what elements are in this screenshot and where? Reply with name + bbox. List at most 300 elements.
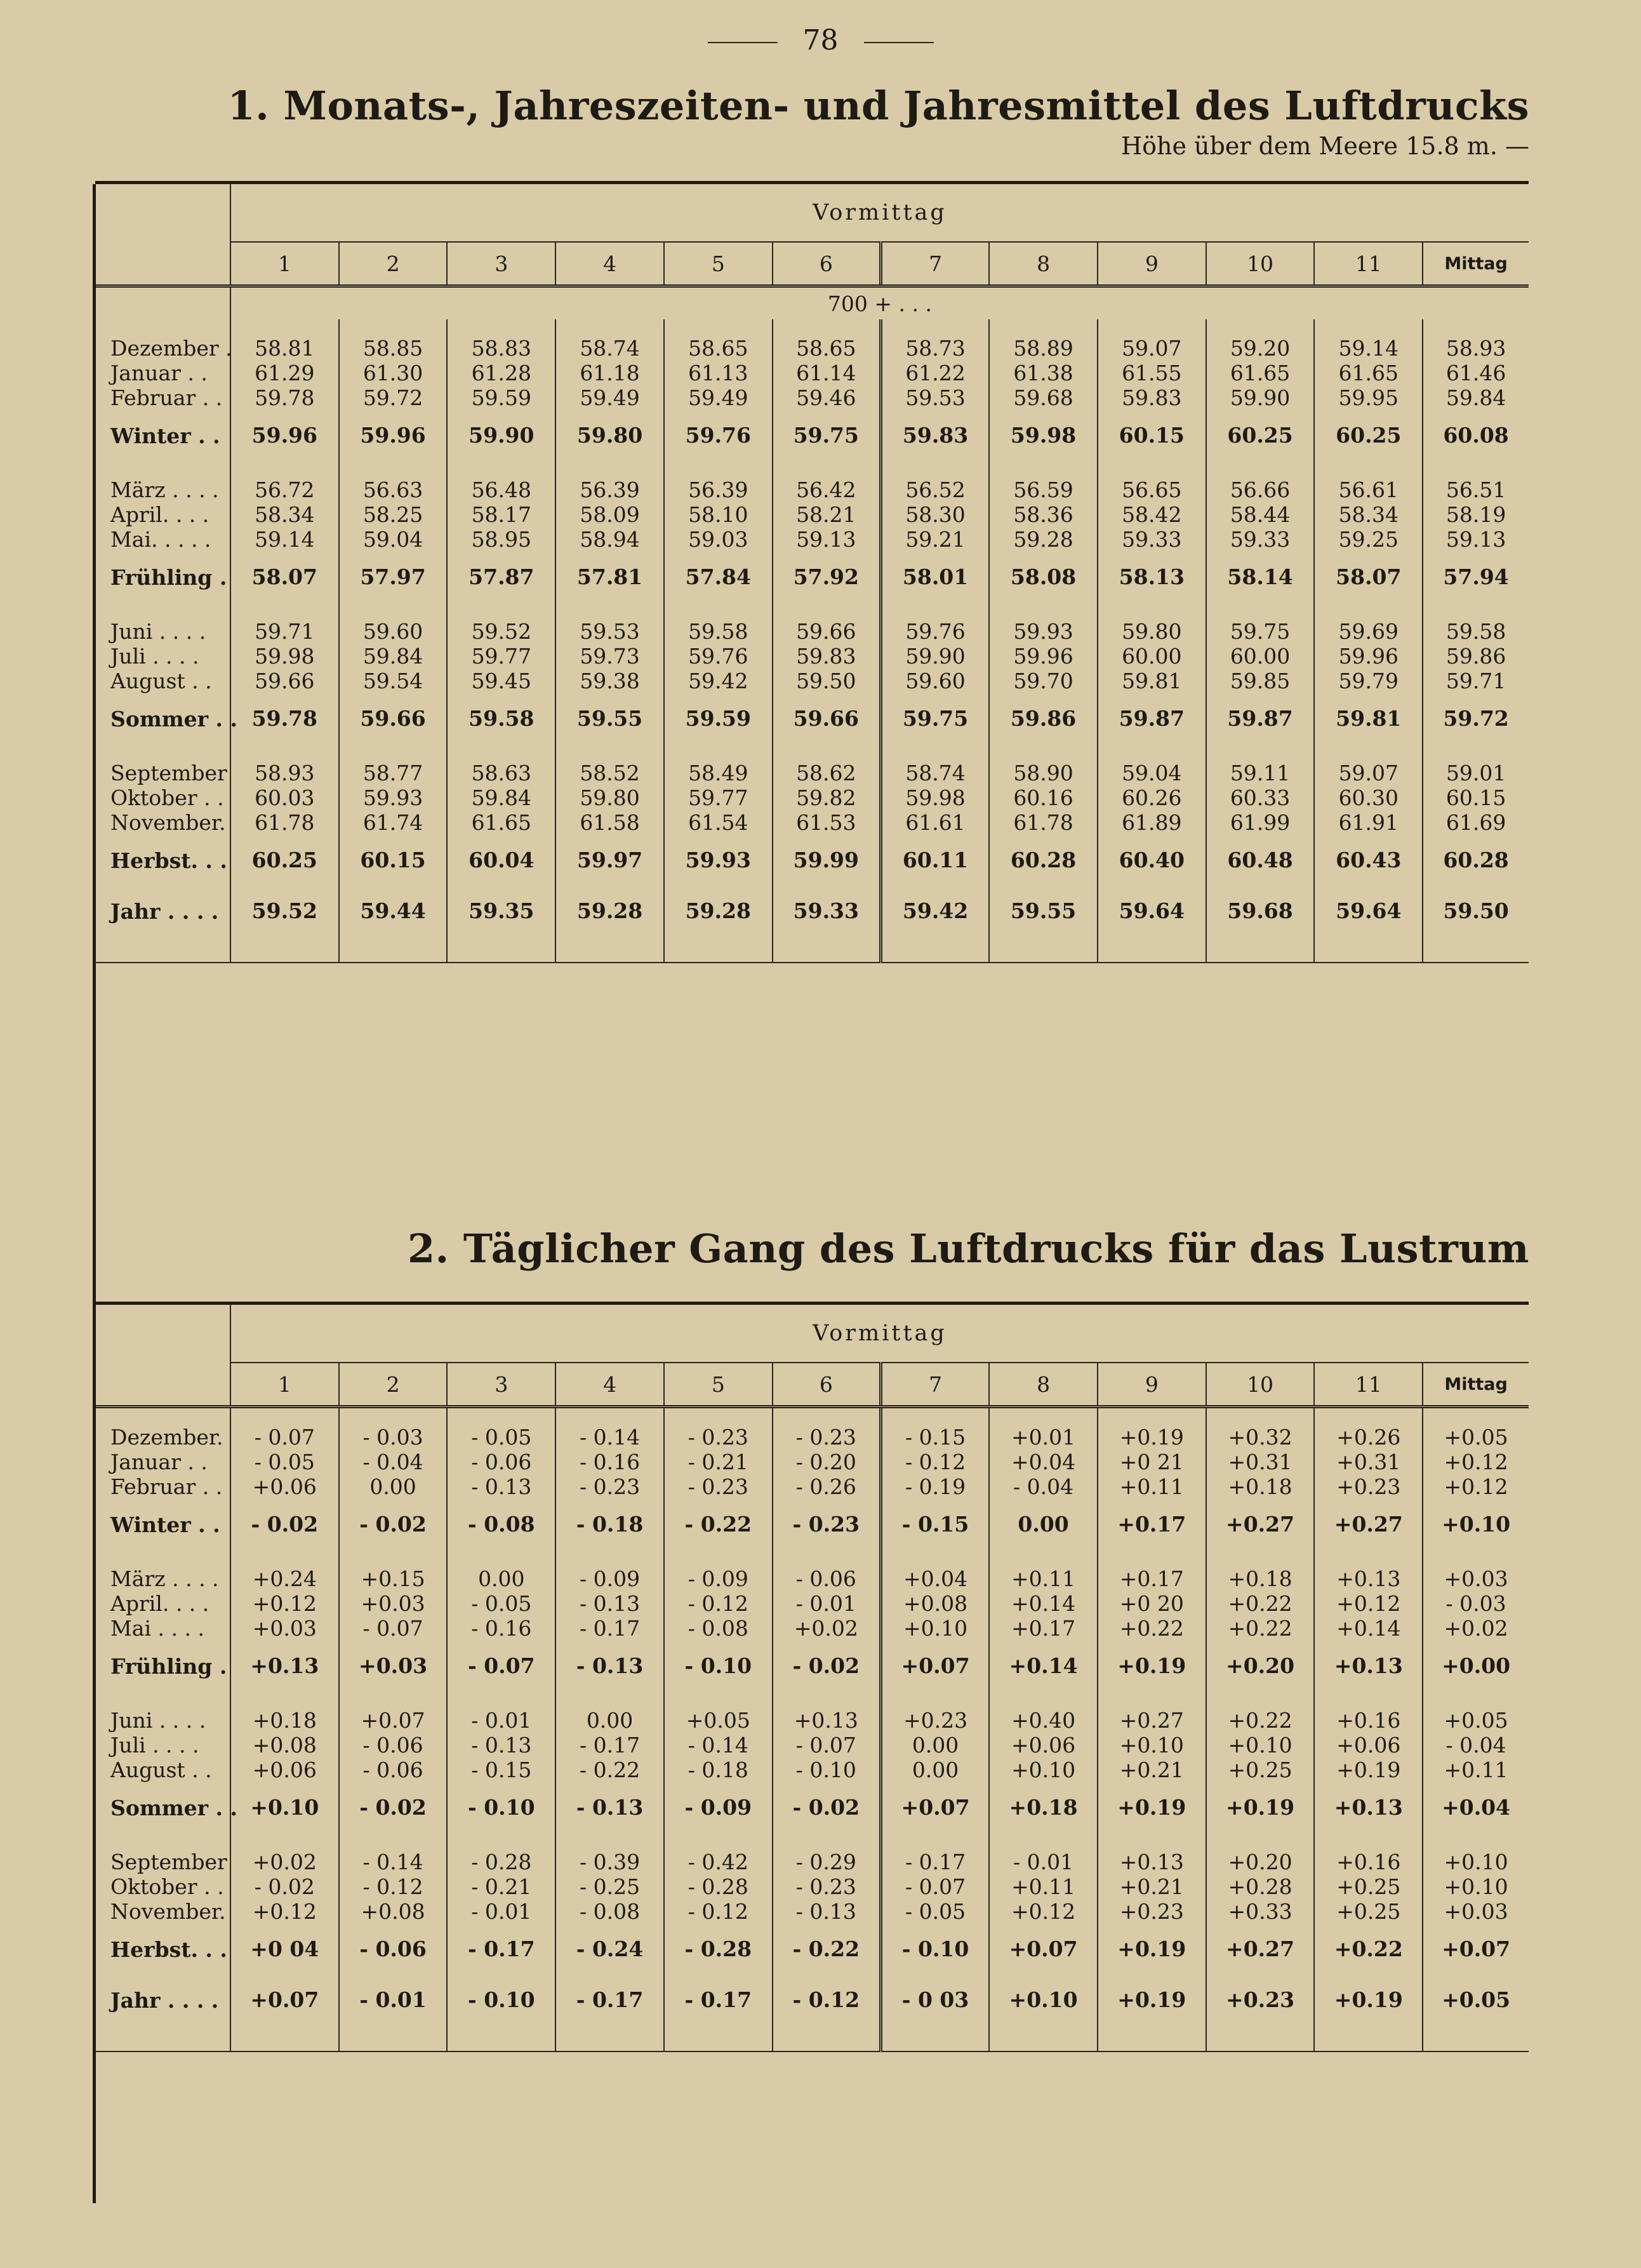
table-cell: 59.75 — [773, 410, 881, 461]
table-row — [95, 1616, 1529, 1641]
table-cell: +0.07 — [339, 1691, 448, 1733]
table-cell: +0.11 — [989, 1874, 1098, 1899]
table-cell: - 0.07 — [880, 1874, 989, 1899]
table-cell: 59.44 — [339, 886, 448, 937]
table-cell: 59.95 — [1314, 385, 1423, 410]
table-cell: 59.93 — [664, 835, 773, 886]
table-cell: 58.14 — [1206, 552, 1315, 603]
table-cell: +0.10 — [1442, 1512, 1511, 1537]
table-cell: +0.13 — [1314, 1641, 1423, 1691]
table-row — [95, 886, 1529, 937]
table-cell: - 0.02 — [773, 1782, 881, 1833]
table-end-spacer — [1423, 937, 1529, 963]
table-cell: 59.50 — [1443, 898, 1509, 923]
table-cell: 56.51 — [1445, 477, 1506, 502]
table-cell: 58.49 — [664, 744, 773, 785]
table-cell: +0.23 — [1314, 1474, 1423, 1499]
column-header: 6 — [773, 1363, 881, 1407]
table-cell: 60.08 — [1443, 423, 1509, 448]
table-cell: 56.48 — [447, 461, 555, 502]
table-cell: +0.22 — [1098, 1616, 1206, 1641]
table-cell: 61.74 — [339, 810, 448, 835]
table-cell: - 0.08 — [447, 1499, 555, 1550]
table-cell: +0.27 — [1098, 1691, 1206, 1733]
table-cell: 59.28 — [555, 886, 664, 937]
table-end-spacer — [1423, 2025, 1529, 2051]
table-cell: 60.15 — [1098, 410, 1206, 461]
row-label: Frühling . — [95, 552, 230, 603]
table-cell: 59.52 — [447, 603, 555, 644]
table-cell: +0.06 — [989, 1733, 1098, 1758]
table-cell: - 0.08 — [555, 1899, 664, 1924]
table-cell: 59.13 — [773, 527, 881, 552]
table-cell: +0.14 — [1314, 1616, 1423, 1641]
table-cell: 58.25 — [339, 502, 448, 527]
table-cell: 58.07 — [1314, 552, 1423, 603]
table-cell: 59.98 — [880, 785, 989, 810]
table-cell: 58.65 — [664, 319, 773, 361]
table-cell: - 0.16 — [555, 1450, 664, 1474]
table-end-spacer — [773, 937, 881, 963]
table-cell: 59.66 — [773, 693, 881, 744]
row-label: Juli . . . . — [95, 1733, 230, 1758]
table-cell: - 0.13 — [447, 1474, 555, 1499]
table-cell: 56.65 — [1098, 461, 1206, 502]
table-cell: 59.53 — [555, 603, 664, 644]
row-label: August . . — [95, 669, 230, 693]
table-cell: - 0.02 — [230, 1874, 339, 1899]
table-cell: 59.33 — [1206, 527, 1315, 552]
table-end-spacer — [339, 937, 448, 963]
table-cell: +0.12 — [989, 1899, 1098, 1924]
table-cell: +0.05 — [664, 1691, 773, 1733]
table-cell: +0.23 — [1098, 1899, 1206, 1924]
row-label: April. . . . — [95, 1591, 230, 1616]
table-cell: 60.33 — [1206, 785, 1315, 810]
table-stub-header — [95, 1304, 230, 1407]
table-cell: - 0.01 — [447, 1691, 555, 1733]
table-cell: 61.69 — [1445, 810, 1506, 835]
table-cell: - 0.28 — [664, 1874, 773, 1899]
table-cell: 59.86 — [989, 693, 1098, 744]
table-cell: - 0.10 — [447, 1975, 555, 2025]
table-cell: 58.13 — [1098, 552, 1206, 603]
table-cell: +0.21 — [1098, 1758, 1206, 1782]
table-cell: +0.33 — [1206, 1899, 1315, 1924]
table-end-spacer — [664, 937, 773, 963]
table-cell: 58.52 — [555, 744, 664, 785]
column-header: 3 — [447, 1363, 555, 1407]
table-cell: 58.93 — [1445, 335, 1506, 361]
table-cell: 59.64 — [1314, 886, 1423, 937]
table-cell: 61.14 — [773, 361, 881, 385]
table-row — [95, 1782, 1529, 1833]
column-header: 4 — [555, 1363, 664, 1407]
table-cell: +0.25 — [1314, 1899, 1423, 1924]
table-cell: 59.79 — [1314, 669, 1423, 693]
table-end-spacer — [1206, 2025, 1315, 2051]
row-label: September — [95, 744, 230, 785]
table-cell: +0.27 — [1206, 1924, 1315, 1975]
table-cell: +0.13 — [773, 1691, 881, 1733]
table-row — [95, 1758, 1529, 1782]
table-cell: 61.54 — [664, 810, 773, 835]
row-label: März . . . . — [95, 1550, 230, 1591]
table-cell: +0.07 — [880, 1782, 989, 1833]
table-cell: - 0.13 — [555, 1782, 664, 1833]
table-cell: +0.03 — [1444, 1898, 1508, 1924]
table-cell: 59.42 — [880, 886, 989, 937]
table-cell: - 0.15 — [880, 1499, 989, 1550]
table-end-spacer — [1098, 937, 1206, 963]
table-cell: 60.40 — [1098, 835, 1206, 886]
table-row — [95, 552, 1529, 603]
table-cell: 59.58 — [1445, 618, 1506, 644]
row-label: Jahr . . . . — [95, 1975, 230, 2025]
table-row — [95, 361, 1529, 385]
table-cell: +0.28 — [1206, 1874, 1315, 1899]
table-row — [95, 1499, 1529, 1550]
table-cell: +0.27 — [1206, 1499, 1315, 1550]
table-cell: +0 04 — [230, 1924, 339, 1975]
table-cell: 59.90 — [1206, 385, 1315, 410]
row-label: Sommer . . — [95, 693, 230, 744]
table-cell: 61.55 — [1098, 361, 1206, 385]
table-cell: 59.93 — [989, 603, 1098, 644]
table-cell: 60.15 — [1445, 785, 1506, 810]
table-cell: +0.10 — [1444, 1874, 1508, 1899]
table-cell: 58.30 — [880, 502, 989, 527]
table-cell: 57.94 — [1443, 564, 1509, 589]
table-cell: 58.01 — [880, 552, 989, 603]
table-cell: +0.22 — [1206, 1616, 1315, 1641]
table-cell: +0.00 — [1442, 1653, 1511, 1678]
table-cell: 61.99 — [1206, 810, 1315, 835]
table-cell: 59.97 — [555, 835, 664, 886]
table-cell: 59.71 — [1445, 668, 1506, 693]
table-cell: 59.21 — [880, 527, 989, 552]
table-cell: 58.95 — [447, 527, 555, 552]
table-cell: +0.05 — [1444, 1424, 1508, 1450]
table-cell: 58.21 — [773, 502, 881, 527]
table-cell: - 0.17 — [880, 1833, 989, 1874]
table-end-spacer — [95, 2025, 230, 2051]
table-cell: - 0.13 — [555, 1641, 664, 1691]
table-end-spacer — [95, 937, 230, 963]
table-cell: +0.03 — [339, 1641, 448, 1691]
table-cell: 60.15 — [339, 835, 448, 886]
table-cell: 0.00 — [880, 1758, 989, 1782]
table-cell: +0 21 — [1098, 1450, 1206, 1474]
row-label: Sommer . . — [95, 1782, 230, 1833]
table-cell: 59.96 — [339, 410, 448, 461]
table-cell: 59.28 — [989, 527, 1098, 552]
table-cell: 59.75 — [1206, 603, 1315, 644]
table-cell: 61.58 — [555, 810, 664, 835]
table-cell: 0.00 — [339, 1474, 448, 1499]
table-row — [95, 1733, 1529, 1758]
table-end-spacer — [447, 937, 555, 963]
table-cell: - 0.06 — [339, 1758, 448, 1782]
table-cell: +0.18 — [1206, 1474, 1315, 1499]
table-cell: 58.10 — [664, 502, 773, 527]
table-cell: 60.25 — [1206, 410, 1315, 461]
table-row — [95, 527, 1529, 552]
row-label: Winter . . — [95, 410, 230, 461]
column-header: 8 — [989, 242, 1098, 286]
table-cell: +0.01 — [989, 1407, 1098, 1450]
table-row — [95, 319, 1529, 361]
table-end-spacer — [555, 937, 664, 963]
table-cell: 61.78 — [989, 810, 1098, 835]
table-cell: 60.48 — [1206, 835, 1315, 886]
table-cell: 59.45 — [447, 669, 555, 693]
table-cell: 59.81 — [1314, 693, 1423, 744]
table-cell: - 0.18 — [555, 1499, 664, 1550]
table-cell: +0.08 — [339, 1899, 448, 1924]
table-cell: 0.00 — [989, 1499, 1098, 1550]
table-cell: +0.19 — [1098, 1782, 1206, 1833]
table-cell: +0.12 — [230, 1591, 339, 1616]
table-cell: +0.22 — [1206, 1691, 1315, 1733]
table-cell: +0.24 — [230, 1550, 339, 1591]
table-cell: +0.19 — [1206, 1782, 1315, 1833]
column-header: 10 — [1206, 1363, 1315, 1407]
table-cell: 59.14 — [1314, 319, 1423, 361]
table-cell: 59.96 — [989, 644, 1098, 669]
table-cell: - 0.28 — [664, 1924, 773, 1975]
table-cell: +0.03 — [1444, 1566, 1508, 1591]
table-cell: +0.22 — [1206, 1591, 1315, 1616]
column-header: 5 — [664, 1363, 773, 1407]
table-cell: +0.20 — [1206, 1833, 1315, 1874]
table-cell: +0.07 — [1442, 1937, 1511, 1961]
table-row — [95, 1833, 1529, 1874]
table-row — [95, 1591, 1529, 1616]
table-cell: - 0.10 — [664, 1641, 773, 1691]
table-cell: - 0.23 — [664, 1407, 773, 1450]
table-cell: 60.03 — [230, 785, 339, 810]
column-header: 2 — [339, 242, 448, 286]
table-cell: +0.10 — [1444, 1849, 1508, 1874]
table-cell: 59.85 — [1206, 669, 1315, 693]
table-cell: 61.89 — [1098, 810, 1206, 835]
column-header: 2 — [339, 1363, 448, 1407]
row-label: November. — [95, 1899, 230, 1924]
table-cell: 59.87 — [1206, 693, 1315, 744]
table-cell: 59.04 — [1098, 744, 1206, 785]
table-cell: 59.49 — [555, 385, 664, 410]
table-cell: - 0.17 — [447, 1924, 555, 1975]
table-cell: 58.17 — [447, 502, 555, 527]
table-end-spacer — [664, 2025, 773, 2051]
table-cell: 61.53 — [773, 810, 881, 835]
table-cell: +0.19 — [1314, 1975, 1423, 2025]
table-cell: - 0.05 — [447, 1407, 555, 1450]
table-cell: +0.20 — [1206, 1641, 1315, 1691]
table-cell: 56.72 — [230, 461, 339, 502]
row-label: Mai. . . . . — [95, 527, 230, 552]
table-cell: - 0.22 — [773, 1924, 881, 1975]
table-cell: 59.83 — [773, 644, 881, 669]
table-cell: 59.96 — [230, 410, 339, 461]
table-cell: +0.16 — [1314, 1833, 1423, 1874]
monthly-mean-pressure-table — [95, 181, 1529, 963]
table-row — [95, 410, 1529, 461]
table-cell: 61.78 — [230, 810, 339, 835]
column-header: 8 — [989, 1363, 1098, 1407]
row-label: Januar . . — [95, 1450, 230, 1474]
table-stub-header — [95, 183, 230, 286]
table-cell: +0.13 — [230, 1641, 339, 1691]
table-cell: - 0.23 — [773, 1499, 881, 1550]
row-label: Herbst. . . — [95, 1924, 230, 1975]
table-end-spacer — [230, 2025, 339, 2051]
table-cell: - 0.06 — [773, 1550, 881, 1591]
table-cell: +0.10 — [1098, 1733, 1206, 1758]
table-cell: 59.14 — [230, 527, 339, 552]
table-cell: - 0.01 — [773, 1591, 881, 1616]
table-cell: +0.12 — [1444, 1449, 1508, 1474]
table-cell: +0.13 — [1314, 1550, 1423, 1591]
table-cell: - 0.01 — [339, 1975, 448, 2025]
table-cell: 61.46 — [1445, 360, 1506, 385]
column-header: 9 — [1098, 1363, 1206, 1407]
table-cell: - 0.06 — [339, 1924, 448, 1975]
table-cell: 59.90 — [880, 644, 989, 669]
table-cell: +0.17 — [989, 1616, 1098, 1641]
table-cell: 59.78 — [230, 385, 339, 410]
table-cell: +0.18 — [230, 1691, 339, 1733]
table-end-spacer — [555, 2025, 664, 2051]
table-cell: +0.07 — [989, 1924, 1098, 1975]
table-cell: - 0.22 — [664, 1499, 773, 1550]
table-cell: 59.82 — [773, 785, 881, 810]
table-cell: 58.34 — [230, 502, 339, 527]
table-cell: 58.34 — [1314, 502, 1423, 527]
table-cell: - 0.17 — [555, 1733, 664, 1758]
table-cell: 58.42 — [1098, 502, 1206, 527]
row-label: Jahr . . . . — [95, 886, 230, 937]
table-cell: 59.01 — [1445, 760, 1506, 785]
table-cell: 59.25 — [1314, 527, 1423, 552]
table-cell: 59.07 — [1314, 744, 1423, 785]
table-cell: 59.83 — [1098, 385, 1206, 410]
row-label: Mai . . . . — [95, 1616, 230, 1641]
table-cell: 59.72 — [339, 385, 448, 410]
row-label: Juni . . . . — [95, 1691, 230, 1733]
column-header: Mittag — [1423, 1363, 1529, 1407]
table-cell: - 0.10 — [880, 1924, 989, 1975]
table-cell: 59.59 — [447, 385, 555, 410]
table-cell: 59.68 — [1206, 886, 1315, 937]
table-cell: +0.02 — [230, 1833, 339, 1874]
table-cell: 58.90 — [989, 744, 1098, 785]
table-row — [95, 1550, 1529, 1591]
table-cell: - 0.16 — [447, 1616, 555, 1641]
table-cell: +0.22 — [1314, 1924, 1423, 1975]
table-cell: 59.77 — [664, 785, 773, 810]
table-cell: 56.63 — [339, 461, 448, 502]
table-end-spacer — [1314, 937, 1423, 963]
table-cell: 58.73 — [880, 319, 989, 361]
table-cell: 60.11 — [880, 835, 989, 886]
table-cell: 58.81 — [230, 319, 339, 361]
table-cell: +0.03 — [230, 1616, 339, 1641]
row-label: Dezember. — [95, 1407, 230, 1450]
base-value-note: 700 + . . . — [827, 291, 932, 316]
table-cell: +0.04 — [880, 1550, 989, 1591]
table-row — [95, 1899, 1529, 1924]
table-cell: - 0.20 — [773, 1450, 881, 1474]
table-cell: 60.30 — [1314, 785, 1423, 810]
table-cell: 59.64 — [1098, 886, 1206, 937]
table-cell: - 0.01 — [447, 1899, 555, 1924]
table-cell: 59.46 — [773, 385, 881, 410]
table-cell: +0.19 — [1098, 1924, 1206, 1975]
table-cell: 60.43 — [1314, 835, 1423, 886]
table-cell: - 0.06 — [447, 1450, 555, 1474]
column-header: 11 — [1314, 1363, 1423, 1407]
table-cell: - 0.23 — [555, 1474, 664, 1499]
table-cell: +0.08 — [880, 1591, 989, 1616]
table-cell: 61.91 — [1314, 810, 1423, 835]
row-label: Februar . . — [95, 1474, 230, 1499]
table-cell: - 0.13 — [555, 1591, 664, 1616]
table-row — [95, 1474, 1529, 1499]
table-cell: +0.10 — [1206, 1733, 1315, 1758]
table-cell: 57.92 — [773, 552, 881, 603]
table-cell: - 0.15 — [447, 1758, 555, 1782]
table-cell: 59.54 — [339, 669, 448, 693]
table-cell: 59.86 — [1445, 643, 1506, 669]
table-cell: 61.65 — [447, 810, 555, 835]
table-cell: +0.17 — [1098, 1499, 1206, 1550]
table-cell: 59.78 — [230, 693, 339, 744]
table-end-spacer — [989, 937, 1098, 963]
column-header: 4 — [555, 242, 664, 286]
table-cell: - 0 03 — [880, 1975, 989, 2025]
table-cell: - 0.03 — [339, 1407, 448, 1450]
table-cell: - 0.05 — [447, 1591, 555, 1616]
table-cell: - 0.23 — [773, 1407, 881, 1450]
table-cell: 59.70 — [989, 669, 1098, 693]
table-cell: - 0.05 — [880, 1899, 989, 1924]
row-label: April. . . . — [95, 502, 230, 527]
table-cell: 60.25 — [230, 835, 339, 886]
table-cell: - 0.14 — [555, 1407, 664, 1450]
table-cell: - 0.28 — [447, 1833, 555, 1874]
table-cell: +0.11 — [1444, 1757, 1508, 1782]
row-label: Juli . . . . — [95, 644, 230, 669]
table-row — [95, 1874, 1529, 1899]
table-row — [95, 835, 1529, 886]
table-cell: - 0.03 — [1445, 1591, 1506, 1616]
table-cell: 59.33 — [773, 886, 881, 937]
table-cell: - 0.23 — [773, 1874, 881, 1899]
table-cell: - 0.02 — [339, 1782, 448, 1833]
table-cell: - 0.01 — [989, 1833, 1098, 1874]
table-cell: +0.18 — [989, 1782, 1098, 1833]
table-cell: +0.06 — [230, 1758, 339, 1782]
table-cell: 59.72 — [1443, 706, 1509, 731]
table-cell: 59.73 — [555, 644, 664, 669]
row-label: Winter . . — [95, 1499, 230, 1550]
table-cell: - 0.26 — [773, 1474, 881, 1499]
stub-spacer — [95, 286, 230, 320]
table-cell: 58.74 — [880, 744, 989, 785]
table-cell: +0.26 — [1314, 1407, 1423, 1450]
